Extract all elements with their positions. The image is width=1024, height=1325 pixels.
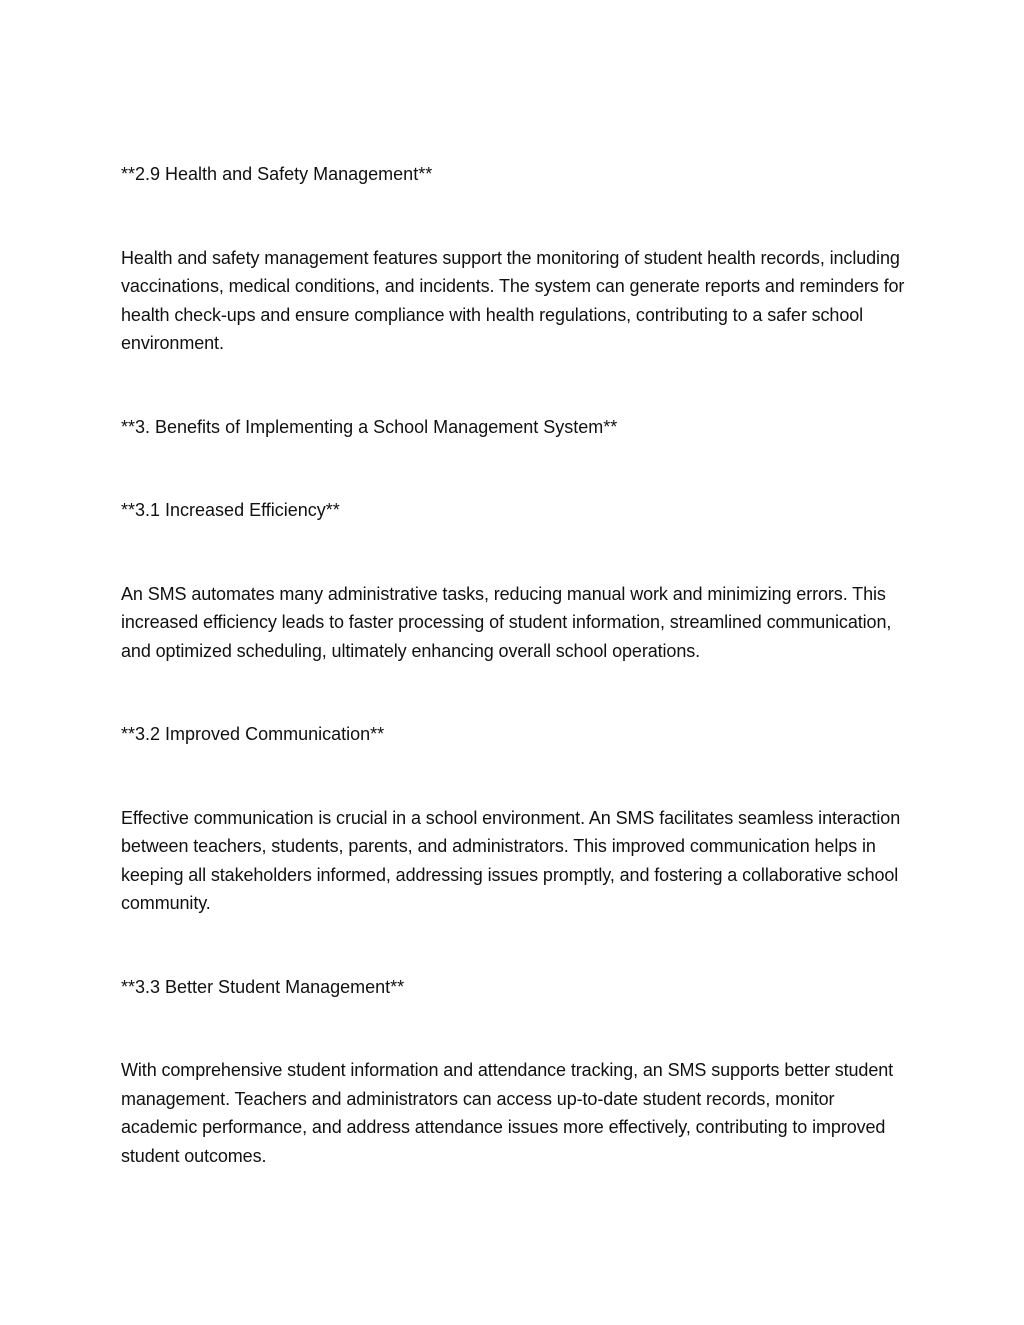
paragraph-health-safety: Health and safety management features support the monitoring of student health records, including vaccinations, medical conditions, and incidents. The system can generate reports and reminders for health check-ups and ensure compliance with health regulations, contributing to a safer school environment. bbox=[121, 247, 905, 353]
paragraph-student-management: With comprehensive student information and attendance tracking, an SMS supports better student management. Teachers and administrators can access up-to-date student records, monitor academic performance, and address attendance issues more effectively, contributing to improved student outcomes. bbox=[121, 1060, 894, 1166]
section-heading-3: **3. Benefits of Implementing a School Management System** bbox=[121, 416, 618, 437]
section-heading-2-9: **2.9 Health and Safety Management** bbox=[121, 164, 433, 184]
section-heading-3-2: **3.2 Improved Communication** bbox=[121, 724, 385, 744]
section-heading-3-3: **3.3 Better Student Management** bbox=[121, 976, 405, 997]
document-body bbox=[121, 160, 911, 1170]
paragraph-efficiency: An SMS automates many administrative tasks, reducing manual work and minimizing errors. This increased efficiency leads to faster processing of student information, streamlined communication, and optimized scheduling, ultimately enhancing overall school operations. bbox=[121, 583, 892, 661]
paragraph-communication: Effective communication is crucial in a school environment. An SMS facilitates seamless interaction between teachers, students, parents, and administrators. This improved communication helps in keeping all stakeholders informed, addressing issues promptly, and fostering a collaborative school community. bbox=[121, 807, 901, 913]
section-heading-3-1: **3.1 Increased Efficiency** bbox=[121, 500, 340, 520]
